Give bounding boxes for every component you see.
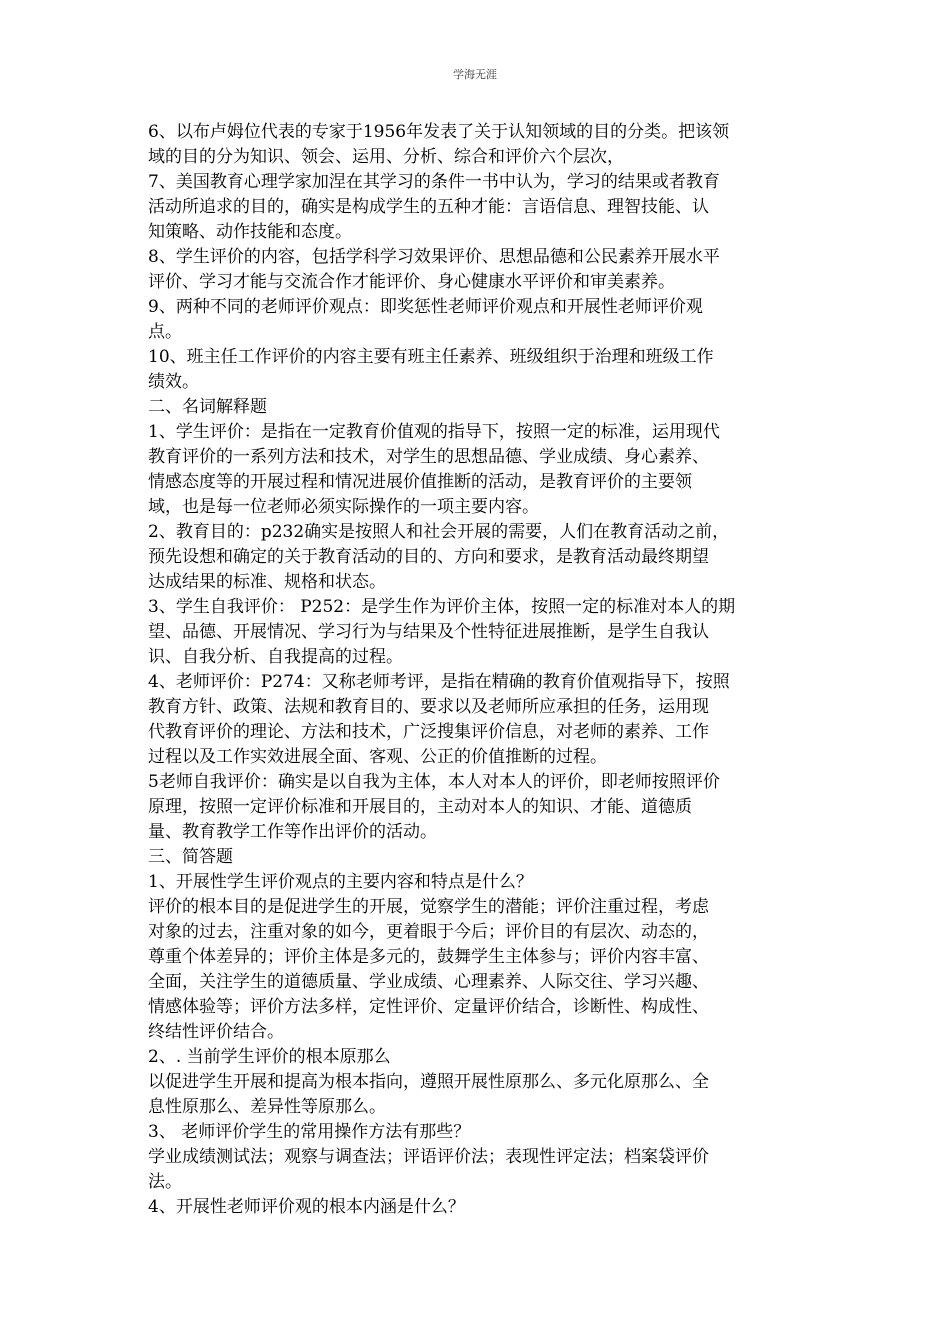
text-line: 8、学生评价的内容，包括学科学习效果评价、思想品德和公民素养开展水平 (148, 247, 720, 267)
text-line: 以促进学生开展和提高为根本指向，遵照开展性原那么、多元化原那么、全 (148, 1072, 709, 1092)
text-line: 量、教育教学工作等作出评价的活动。 (148, 822, 437, 842)
text-line: 知策略、动作技能和态度。 (148, 222, 352, 242)
text-line: 域，也是每一位老师必须实际操作的一项主要内容。 (148, 497, 539, 517)
text-line: 对象的过去，注重对象的如今，更着眼于今后；评价目的有层次、动态的， (148, 922, 709, 942)
page-header: 学海无涯 (453, 68, 497, 81)
text-line: 3、 老师评价学生的常用操作方法有那些？ (148, 1122, 471, 1142)
text-line: 情感态度等的开展过程和情况进展价值推断的活动，是教育评价的主要领 (148, 472, 692, 492)
text-line: 3、学生自我评价： P252：是学生作为评价主体，按照一定的标准对本人的期 (148, 597, 736, 617)
text-line: 教育评价的一系列方法和技术，对学生的思想品德、学业成绩、身心素养、 (148, 447, 709, 467)
text-line: 绩效。 (148, 372, 199, 392)
text-line: 2、. 当前学生评价的根本原那么 (148, 1047, 391, 1067)
text-line: 全面，关注学生的道德质量、学业成绩、心理素养、人际交往、学习兴趣、 (148, 972, 709, 992)
text-line: 情感体验等；评价方法多样，定性评价、定量评价结合，诊断性、构成性、 (148, 997, 709, 1017)
text-line: 活动所追求的目的，确实是构成学生的五种才能：言语信息、理智技能、认 (148, 197, 709, 217)
text-line: 7、美国教育心理学家加涅在其学习的条件一书中认为，学习的结果或者教育 (148, 172, 720, 192)
text-line: 息性原那么、差异性等原那么。 (148, 1097, 386, 1117)
text-line: 5老师自我评价：确实是以自我为主体，本人对本人的评价，即老师按照评价 (148, 772, 720, 792)
text-line: 9、两种不同的老师评价观点：即奖惩性老师评价观点和开展性老师评价观 (148, 297, 703, 317)
text-line: 4、开展性老师评价观的根本内涵是什么？ (148, 1197, 465, 1217)
text-line: 预先设想和确定的关于教育活动的目的、方向和要求，是教育活动最终期望 (148, 547, 709, 567)
text-line: 二、名词解释题 (148, 397, 267, 417)
text-line: 评价的根本目的是促进学生的开展，觉察学生的潜能；评价注重过程，考虑 (148, 897, 709, 917)
text-line: 4、老师评价：P274：又称老师考评，是指在精确的教育价值观指导下，按照 (148, 672, 730, 692)
text-line: 域的目的分为知识、领会、运用、分析、综合和评价六个层次， (148, 147, 624, 167)
document-body (148, 120, 808, 1220)
text-line: 法。 (148, 1172, 182, 1192)
text-line: 评价、学习才能与交流合作才能评价、身心健康水平评价和审美素养。 (148, 272, 675, 292)
text-line: 原理，按照一定评价标准和开展目的，主动对本人的知识、才能、道德质 (148, 797, 692, 817)
text-line: 10、班主任工作评价的内容主要有班主任素养、班级组织于治理和班级工作 (148, 347, 714, 367)
text-line: 尊重个体差异的；评价主体是多元的，鼓舞学生主体参与；评价内容丰富、 (148, 947, 709, 967)
text-line: 点。 (148, 322, 182, 342)
text-line: 过程以及工作实效进展全面、客观、公正的价值推断的过程。 (148, 747, 607, 767)
text-line: 望、品德、开展情况、学习行为与结果及个性特征进展推断，是学生自我认 (148, 622, 709, 642)
text-line: 1、开展性学生评价观点的主要内容和特点是什么？ (148, 872, 533, 892)
text-line: 6、以布卢姆位代表的专家于1956年发表了关于认知领域的目的分类。把该领 (148, 122, 730, 142)
text-line: 教育方针、政策、法规和教育目的、要求以及老师所应承担的任务，运用现 (148, 697, 709, 717)
text-line: 2、教育目的：p232确实是按照人和社会开展的需要，人们在教育活动之前， (148, 522, 730, 542)
text-line: 学业成绩测试法；观察与调查法；评语评价法；表现性评定法；档案袋评价 (148, 1147, 709, 1167)
text-line: 达成结果的标准、规格和状态。 (148, 572, 386, 592)
text-line: 识、自我分析、自我提高的过程。 (148, 647, 403, 667)
text-line: 代教育评价的理论、方法和技术，广泛搜集评价信息，对老师的素养、工作 (148, 722, 709, 742)
text-line: 终结性评价结合。 (148, 1022, 284, 1042)
text-line: 三、简答题 (148, 847, 233, 867)
text-line: 1、学生评价：是指在一定教育价值观的指导下，按照一定的标准，运用现代 (148, 422, 720, 442)
